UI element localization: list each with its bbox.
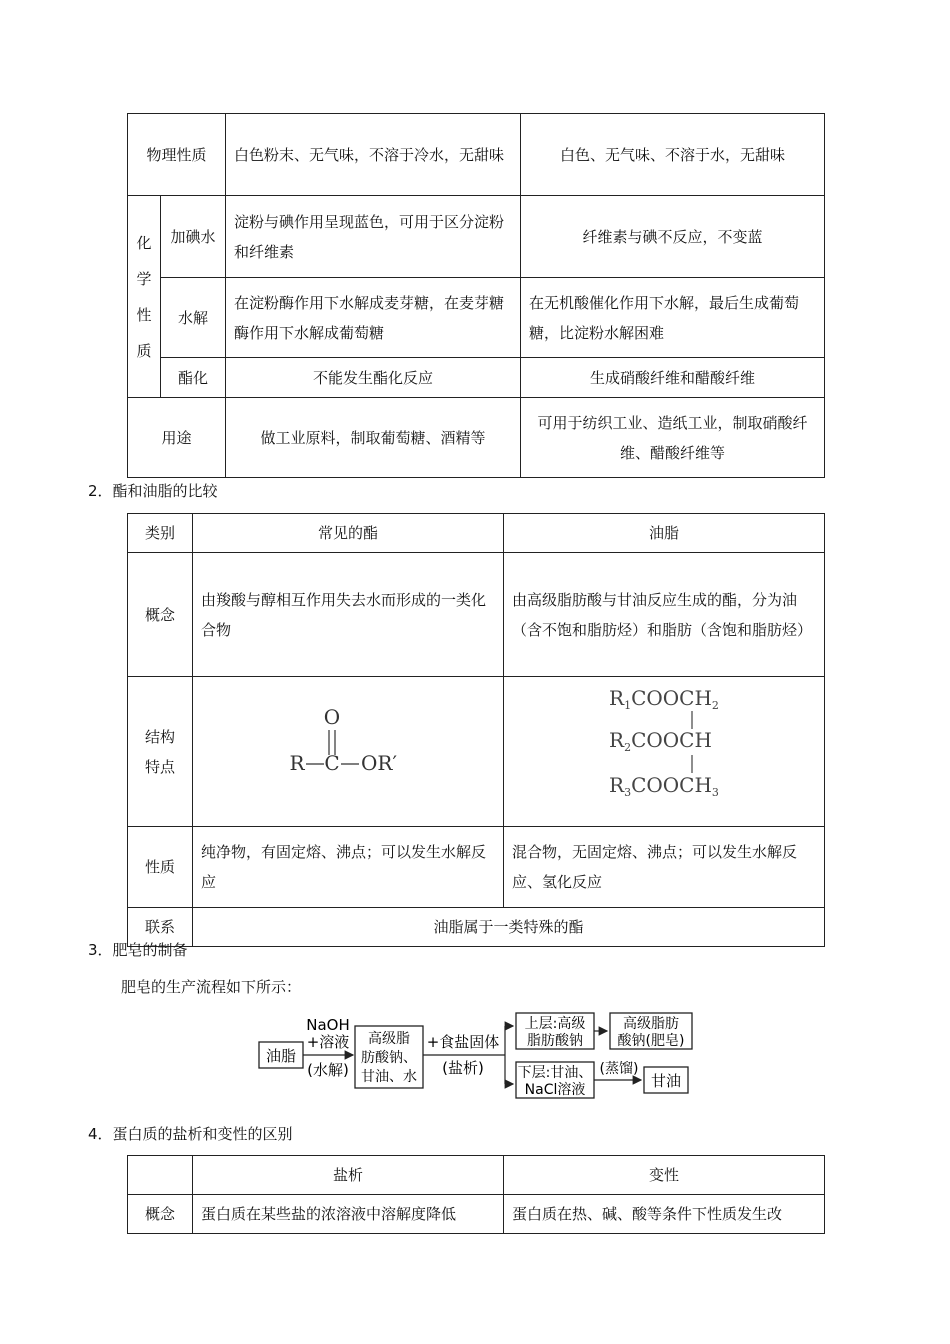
- header-ester: 常见的酯: [193, 514, 504, 553]
- salting-concept: 蛋白质在某些盐的浓溶液中溶解度降低: [193, 1195, 504, 1234]
- soap-flow-diagram: [255, 1010, 715, 1100]
- fat-box-label: 油脂: [265, 1047, 297, 1065]
- section-3-intro: 肥皂的生产流程如下所示：: [121, 978, 302, 996]
- hydrolysis-label: (水解): [307, 1061, 349, 1079]
- fat-property: 混合物，无固定熔、沸点；可以发生水解反应、氢化反应: [504, 827, 825, 908]
- salting-out-label: (盐析): [442, 1059, 484, 1077]
- distillation-label: (蒸馏): [599, 1061, 639, 1077]
- ester-structure: [193, 677, 504, 827]
- fat-row-1: $R_1COOCH_2$: [609, 686, 719, 712]
- cellulose-uses: 可用于纺织工业、造纸工业，制取硝酸纤维、醋酸纤维等: [521, 398, 825, 478]
- header-fat: 油脂: [504, 514, 825, 553]
- structure-label: [128, 677, 193, 827]
- chemical-char: 学: [136, 269, 152, 288]
- ester-fat-table: [127, 513, 825, 947]
- starch-hydrolysis: 在淀粉酶作用下水解成麦芽糖，在麦芽糖酶作用下水解成葡萄糖: [226, 278, 521, 358]
- header-salting: 盐析: [193, 1156, 504, 1195]
- fat-structure: [504, 677, 825, 827]
- iodine-label: 加碘水: [161, 196, 226, 278]
- soap-line: 酸钠(肥皂): [617, 1033, 685, 1049]
- section-number: 4．: [88, 1125, 113, 1143]
- section-title: 肥皂的制备: [112, 941, 188, 959]
- starch-cellulose-table: [127, 113, 825, 478]
- section-number: 3．: [88, 941, 113, 959]
- cellulose-hydrolysis: 在无机酸催化作用下水解，最后生成葡萄糖，比淀粉水解困难: [521, 278, 825, 358]
- mixture-line: 甘油、水: [361, 1069, 417, 1085]
- lower-layer-line: NaCl溶液: [524, 1082, 586, 1098]
- ester-concept: 由羧酸与醇相互作用失去水而形成的一类化合物: [193, 553, 504, 677]
- chemical-char: 质: [136, 341, 152, 360]
- glycerol-label: 甘油: [650, 1072, 682, 1090]
- starch-physical: 白色粉末、无气味，不溶于冷水，无甜味: [226, 114, 521, 196]
- cellulose-iodine: 纤维素与碘不反应，不变蓝: [521, 196, 825, 278]
- chemical-char: 性: [136, 305, 152, 324]
- section-4-heading: [88, 1124, 293, 1144]
- cellulose-esterification: 生成硝酸纤维和醋酸纤维: [521, 358, 825, 398]
- esterification-label: 酯化: [161, 358, 226, 398]
- hydrolysis-label: 水解: [161, 278, 226, 358]
- fat-concept: 由高级脂肪酸与甘油反应生成的酯，分为油（含不饱和脂肪烃）和脂肪（含饱和脂肪烃）: [504, 553, 825, 677]
- relation-label: 联系: [128, 908, 193, 947]
- ester-structure-formula: [193, 677, 503, 816]
- ester-property: 纯净物，有固定熔、沸点；可以发生水解反应: [193, 827, 504, 908]
- protein-table: [127, 1155, 825, 1234]
- starch-uses: 做工业原料，制取葡萄糖、酒精等: [226, 398, 521, 478]
- denature-concept: 蛋白质在热、碱、酸等条件下性质发生改: [504, 1195, 825, 1234]
- cellulose-physical: 白色、无气味、不溶于水，无甜味: [521, 114, 825, 196]
- or-group: OR′: [361, 751, 397, 775]
- fat-row-2: $R_2COOCH$: [609, 728, 712, 754]
- upper-layer-line: 脂肪酸钠: [527, 1033, 583, 1049]
- soap-line: 高级脂肪: [623, 1016, 679, 1032]
- fat-row-3: $R_3COOCH_3$: [609, 773, 719, 799]
- section-number: 2．: [88, 482, 113, 500]
- lower-layer-line: 下层:甘油、: [517, 1065, 593, 1081]
- section-title: 酯和油脂的比较: [112, 482, 218, 500]
- starch-iodine: 淀粉与碘作用呈现蓝色，可用于区分淀粉和纤维素: [226, 196, 521, 278]
- relation-text: 油脂属于一类特殊的酯: [193, 908, 825, 947]
- section-title: 蛋白质的盐析和变性的区别: [112, 1125, 293, 1143]
- chemical-char: 化: [136, 233, 152, 252]
- section-3-heading: [88, 940, 188, 960]
- uses-label: 用途: [128, 398, 226, 478]
- upper-layer-line: 上层:高级: [524, 1016, 586, 1032]
- protein-concept-label: 概念: [128, 1195, 193, 1234]
- solution-label: +溶液: [306, 1033, 350, 1051]
- starch-esterification: 不能发生酯化反应: [226, 358, 521, 398]
- mixture-line: 高级脂: [368, 1031, 410, 1047]
- physical-label: 物理性质: [128, 114, 226, 196]
- r-group: R: [289, 751, 305, 775]
- salt-label: +食盐固体: [426, 1033, 500, 1051]
- chemical-label: [128, 196, 161, 398]
- header-category: 类别: [128, 514, 193, 553]
- carbon-atom: C: [324, 751, 340, 775]
- fat-structure-formula: [504, 677, 824, 816]
- structure-label-line: 特点: [144, 757, 175, 776]
- naoh-label: NaOH: [306, 1016, 350, 1034]
- carbonyl-oxygen: O: [323, 705, 341, 729]
- property-label: 性质: [128, 827, 193, 908]
- header-empty: [128, 1156, 193, 1195]
- concept-label: 概念: [128, 553, 193, 677]
- section-2-heading: [88, 481, 218, 501]
- mixture-line: 肪酸钠、: [361, 1050, 417, 1066]
- header-denature: 变性: [504, 1156, 825, 1195]
- structure-label-line: 结构: [144, 727, 175, 746]
